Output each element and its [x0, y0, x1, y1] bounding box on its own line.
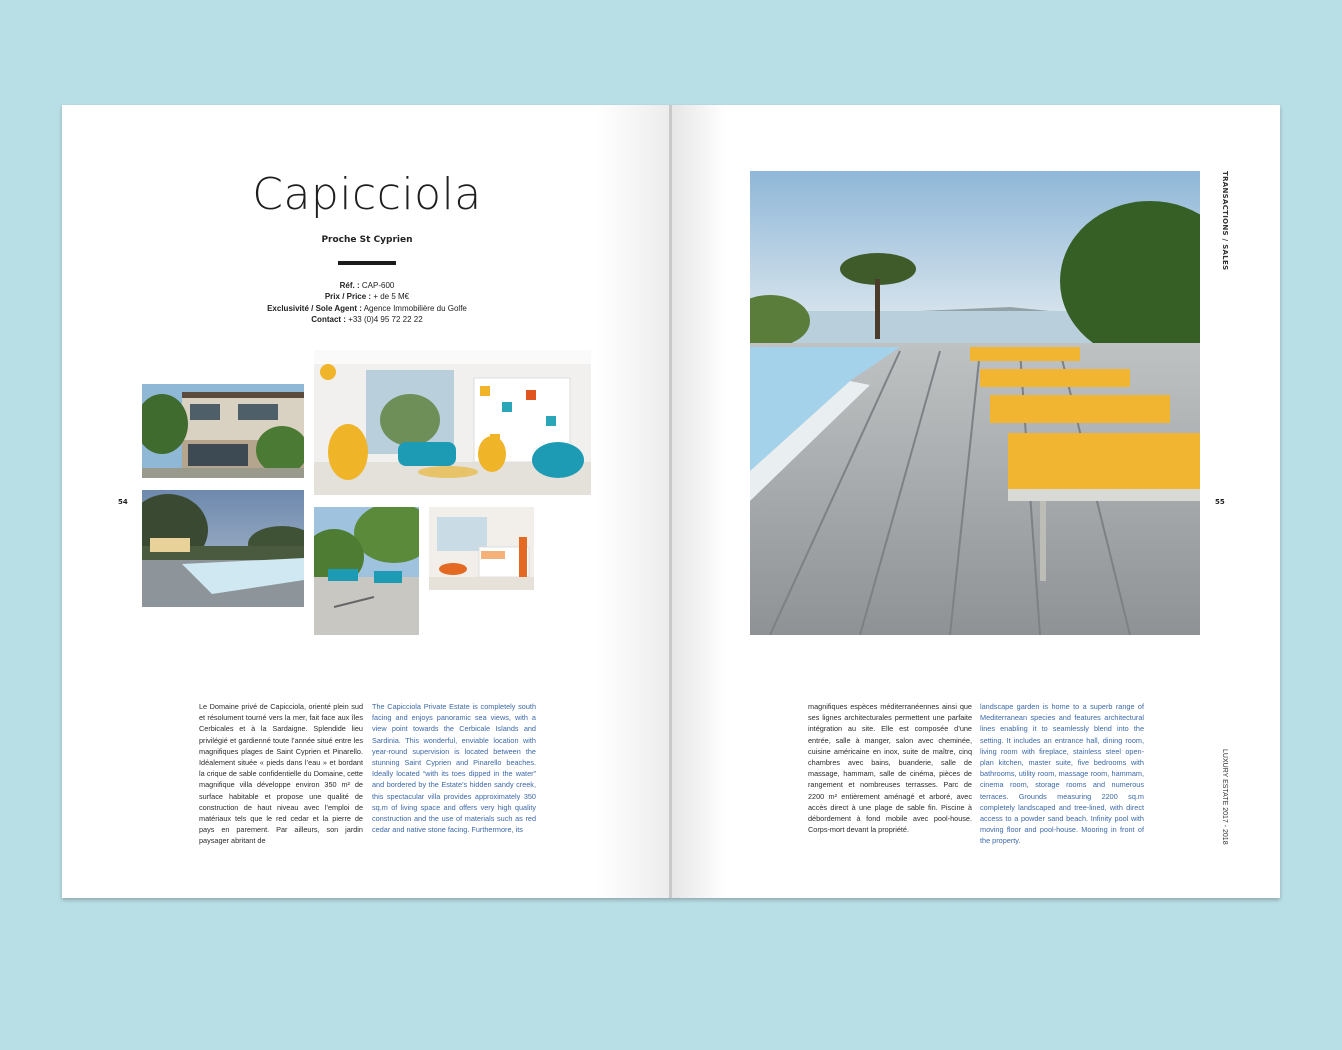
photo-living-room — [314, 350, 591, 495]
page-number-right: 55 — [1215, 498, 1225, 506]
detail-agent: Exclusivité / Sole Agent : Agence Immobilière du Golfe — [267, 303, 467, 313]
property-details — [212, 280, 522, 326]
photo-villa-exterior — [142, 384, 304, 478]
body-text-english: The Capicciola Private Estate is completely south facing and enjoys panoramic sea views, with a view point towards the Cerbicale Islands and Sardinia. This wonderful, enviable location with year-round supervision is located between the stunning Saint Cyprien and Pinarello beaches. Ideally located “with its toes dipped in the water” and bordered by the Estate’s hidden sandy creek, this spectacular villa provides approximately 350 sq.m of living space and offers very high quality construction and the use of materials such as red cedar and native stone facing. Furthermore, its — [372, 702, 536, 835]
right-page — [672, 105, 1280, 898]
detail-ref: Réf. : CAP-600 — [339, 281, 395, 290]
detail-contact: Contact : +33 (0)4 95 72 22 22 — [311, 315, 423, 325]
photo-pool-deck — [750, 171, 1200, 635]
body-text-english-continued: landscape garden is home to a superb range of Mediterranean species and features architectural lines enabling it to seamlessly blend into the setting. It includes an entrance hall, dining room, living room with fireplace, stainless steel open-plan kitchen, master suite, five bedrooms with bathrooms, utility room, massage room, hammam, cinema room, storage rooms and numerous terraces. Grounds measuring 2200 sq.m completely landscaped and tree-lined, with direct access to a powder sand beach. Infinity pool with moving floor and pool-house. Mooring in front of the property. — [980, 702, 1144, 846]
body-text-french-continued: magnifiques espèces méditerranéennes ainsi que ses lignes architecturales permettent une parfaite intégration au site. Elle est composée d’une entrée, salle à manger, salon avec cheminée, cuisine américaine en inox, suite de maître, cinq chambres avec bains, buanderie, salle de massage, hammam, salle de cinéma, pièces de rangement et nombreuses terrasses. Parc de 2200 m² entièrement aménagé et arboré, avec accès direct à une plage de sable fin. Piscine à débordement à fond mobile avec pool-house. Corps-mort devant la propriété. — [808, 702, 972, 835]
property-location: Proche St Cyprien — [321, 235, 413, 245]
page-number-left: 54 — [118, 498, 128, 506]
photo-terrace — [314, 507, 419, 635]
section-label: TRANSACTIONS / SALES — [1221, 171, 1229, 271]
detail-price: Prix / Price : + de 5 M€ — [324, 292, 410, 302]
left-page — [62, 105, 670, 898]
title-divider — [338, 261, 396, 265]
magazine-label: LUXURY ESTATE 2017 - 2018 — [1221, 749, 1228, 845]
magazine-spread — [62, 105, 1280, 898]
body-text-french: Le Domaine privé de Capicciola, orienté plein sud et résolument tourné vers la mer, fait face aux îles Cerbicales et à la Sardaigne. Splendide lieu privilégié et gardienné toute l’année situé entre les magnifiques plages de Saint Cyprien et Pinarello. Idéalement située « pieds dans l’eau » et bordant la crique de sable confidentielle du Domaine, cette magnifique villa développe environ 350 m² de surface habitable et propose une qualité de construction de haut niveau avec l’emploi de matériaux tels que le red cedar et la pierre de pays en parement. Par ailleurs, son jardin paysager abritant de — [199, 702, 363, 846]
photo-bedroom — [429, 507, 534, 590]
property-title: Capicciola — [252, 169, 482, 220]
photo-pool-dusk — [142, 490, 304, 607]
